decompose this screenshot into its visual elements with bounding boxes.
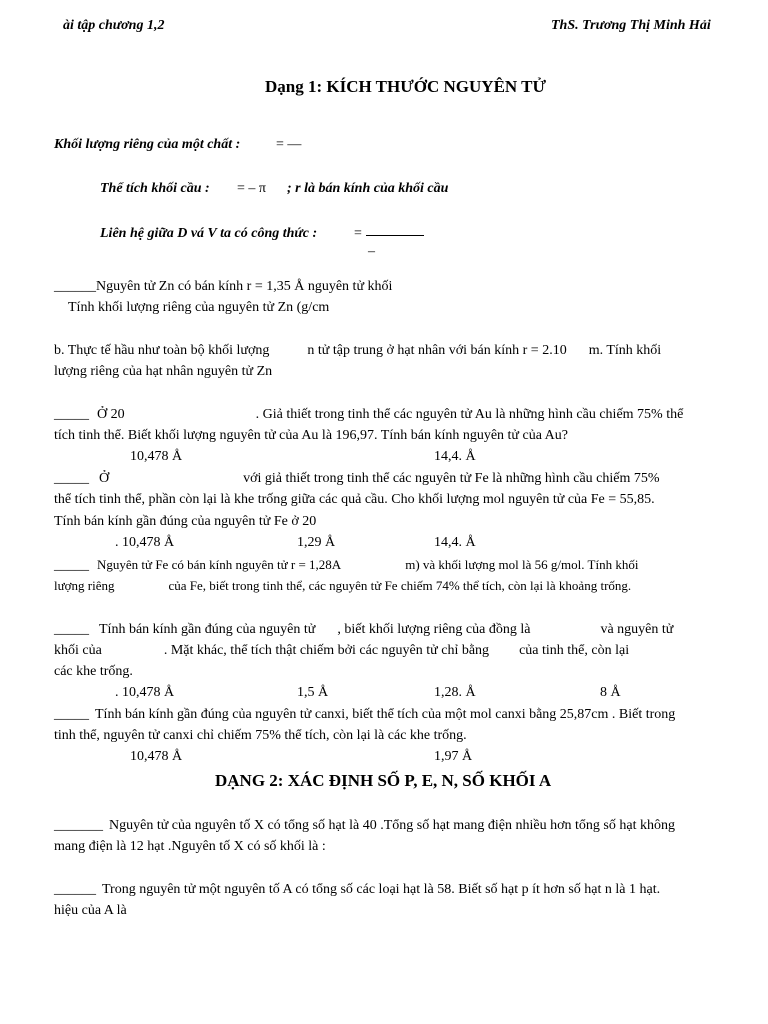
q3-line1: _____ Ở với giả thiết trong tinh thể các nguyên tử Fe là những hình cầu chiếm 75% [54, 471, 660, 486]
q5-option-4: 8 Å [600, 685, 621, 700]
q6-line1: _____ Tính bán kính gần đúng của nguyên tử canxi, biết thể tích của một mol canxi bằng 25,87cm . Biết trong [54, 707, 676, 722]
section1-title: Dạng 1: KÍCH THƯỚC NGUYÊN TỬ [265, 77, 546, 96]
q3-option-2: 1,29 Å [297, 535, 336, 550]
q3-line3: Tính bán kính gần đúng của nguyên tử Fe ở 20 [54, 514, 317, 529]
q5-line2: khối của . Mặt khác, thể tích thật chiếm bởi các nguyên tử chỉ bằng của tinh thể, còn lại [54, 643, 630, 658]
q2-option-1: 10,478 Å [130, 449, 183, 464]
formula1-label: Khối lượng riêng của một chất : [54, 137, 241, 152]
formula3-fraction-bar [366, 235, 424, 236]
q6-option-2: 1,97 Å [434, 749, 473, 764]
q2-option-2: 14,4. Å [434, 449, 476, 464]
q1-line1: ______Nguyên tử Zn có bán kính r = 1,35 Å nguyên tử khối [54, 279, 393, 294]
q5-line3: các khe trống. [54, 664, 133, 679]
q8-line1: ______ Trong nguyên tử một nguyên tố A có tổng số các loại hạt là 58. Biết số hạt p ít hơn số hạt n là 1 hạt. [54, 882, 661, 897]
formula3-expr: = [354, 226, 362, 241]
q8-blank[interactable]: ______ [54, 882, 96, 897]
formula3-denom: – [368, 244, 375, 259]
q3-option-3: 14,4. Å [434, 535, 476, 550]
formula3-label: Liên hệ giữa D vá V ta có công thức : [100, 226, 318, 241]
q1-line2: Tính khối lượng riêng của nguyên tử Zn (g/cm [68, 300, 330, 315]
q5-option-2: 1,5 Å [297, 685, 329, 700]
q5-blank[interactable]: _____ [54, 622, 89, 637]
header-left: ài tập chương 1,2 [63, 18, 165, 33]
q3-blank[interactable]: _____ [54, 471, 89, 486]
header-right: ThS. Trương Thị Minh Hải [551, 18, 711, 33]
q5-option-3: 1,28. Å [434, 685, 476, 700]
q6-line2: tinh thể, nguyên tử canxi chỉ chiếm 75% thể tích, còn lại là các khe trống. [54, 728, 467, 743]
formula2-expr: = – π [237, 181, 266, 196]
q3-option-1: . 10,478 Å [115, 535, 175, 550]
q7-blank[interactable]: _______ [54, 818, 103, 833]
q7-line2: mang điện là 12 hạt .Nguyên tố X có số khối là : [54, 839, 326, 854]
q7-line1: _______ Nguyên tử của nguyên tố X có tổng số hạt là 40 .Tổng số hạt mang điện nhiều hơn tổng số hạt không [54, 818, 675, 833]
formula2-note: ; r là bán kính của khối cầu [287, 181, 449, 196]
q3-line2: thể tích tinh thể, phần còn lại là khe trống giữa các quả cầu. Cho khối lượng mol nguyên tử của Fe = 55,85. [54, 492, 655, 507]
formula1-expr: = — [276, 137, 302, 152]
q5-option-1: . 10,478 Å [115, 685, 175, 700]
section2-title: DẠNG 2: XÁC ĐỊNH SỐ P, E, N, SỐ KHỐI A [215, 771, 552, 790]
q2-line1: _____ Ở 20 . Giả thiết trong tinh thể các nguyên tử Au là những hình cầu chiếm 75% thể [54, 407, 684, 422]
q4-line1: _____ Nguyên tử Fe có bán kính nguyên tử r = 1,28A m) và khối lượng mol là 56 g/mol. Tính khối [54, 557, 639, 573]
q8-line2: hiệu của A là [54, 903, 127, 918]
q6-blank[interactable]: _____ [54, 707, 89, 722]
q4-line2: lượng riêng của Fe, biết trong tinh thể, các nguyên tử Fe chiếm 74% thể tích, còn lại là khoảng trống. [54, 578, 632, 593]
q2-blank[interactable]: _____ [54, 407, 89, 422]
q1b-line1: b. Thực tế hầu như toàn bộ khối lượng n tử tập trung ở hạt nhân với bán kính r = 2.10 m. Tính khối [54, 343, 662, 358]
q1-blank[interactable]: ______ [54, 279, 96, 294]
q5-line1: _____ Tính bán kính gần đúng của nguyên tử , biết khối lượng riêng của đồng là và nguyên tử [54, 622, 674, 637]
q6-option-1: 10,478 Å [130, 749, 183, 764]
formula2-label: Thể tích khối cầu : [100, 181, 210, 196]
q1b-line2: lượng riêng của hạt nhân nguyên tử Zn [54, 364, 273, 379]
q2-line2: tích tinh thể. Biết khối lượng nguyên tử của Au là 196,97. Tính bán kính nguyên tử của Au? [54, 428, 569, 443]
q4-blank[interactable]: _____ [54, 558, 89, 573]
